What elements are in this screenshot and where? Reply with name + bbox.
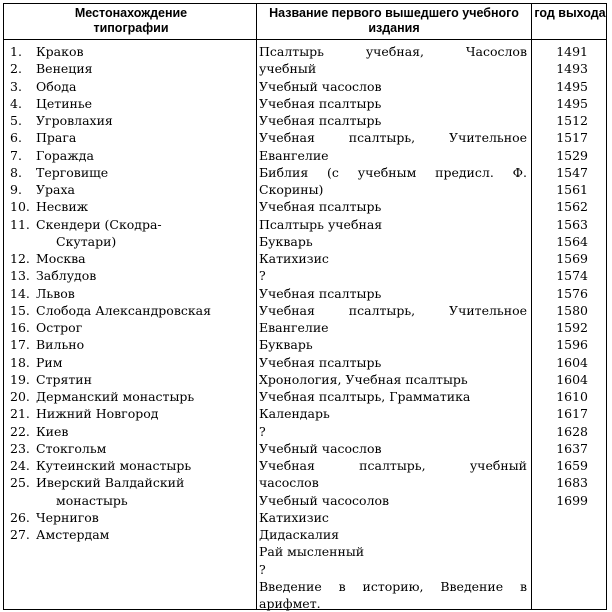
location-name: Несвиж xyxy=(36,199,89,215)
location-name: Скендери (Скодра- xyxy=(36,216,162,232)
title-line: Катихизис xyxy=(259,509,329,525)
year-cell: 1580 xyxy=(556,302,588,318)
location-name: Терговище xyxy=(36,164,109,180)
location-row xyxy=(10,388,254,405)
row-number: 13. xyxy=(10,268,30,284)
title-line: Учебная псалтырь, Учительное xyxy=(259,302,527,318)
location-row xyxy=(10,423,254,440)
year-cell: 1564 xyxy=(556,233,588,249)
row-number: 24. xyxy=(10,458,30,473)
location-name: Скутари) xyxy=(56,233,117,249)
location-name: Москва xyxy=(36,251,86,266)
location-row xyxy=(10,336,254,353)
location-name: Рим xyxy=(36,354,63,370)
location-row xyxy=(10,302,254,319)
title-line: Учебная псалтырь xyxy=(259,354,382,370)
location-row xyxy=(10,43,254,60)
location-name: Амстердам xyxy=(36,527,110,542)
location-row xyxy=(10,509,254,526)
row-number: 20. xyxy=(10,389,30,404)
header-title: Название первого вышедшего учебного издания xyxy=(269,6,519,35)
location-row xyxy=(10,371,254,388)
year-cell: 1610 xyxy=(556,389,588,404)
row-number: 8. xyxy=(10,164,22,180)
year-cell: 1604 xyxy=(556,371,588,387)
location-name: Венеция xyxy=(36,61,93,77)
year-cell: 1562 xyxy=(556,199,588,215)
year-cell: 1604 xyxy=(556,354,588,370)
location-row xyxy=(10,526,254,543)
location-row xyxy=(10,267,254,284)
year-cell: 1637 xyxy=(556,440,588,456)
title-line: Хронология, Учебная псалтырь xyxy=(259,371,468,387)
location-name: Чернигов xyxy=(36,509,99,525)
year-cell: 1576 xyxy=(556,285,588,301)
year-cell: 1699 xyxy=(556,492,588,508)
location-name: Цетинье xyxy=(36,95,93,111)
location-name: Стрятин xyxy=(36,371,92,387)
row-number: 7. xyxy=(10,147,22,163)
header-year: год выхода xyxy=(534,6,606,20)
title-line: Букварь xyxy=(259,233,313,249)
row-number: 4. xyxy=(10,95,22,111)
year-cell: 1512 xyxy=(556,113,588,128)
title-line: Введение в историю, Введение в xyxy=(259,578,527,594)
year-cell: 1561 xyxy=(556,182,588,197)
header-location: Местонахождение типографии xyxy=(74,6,188,35)
year-cell: 1617 xyxy=(556,406,588,422)
location-name: Прага xyxy=(36,130,77,146)
title-line: Учебная псалтырь, Грамматика xyxy=(259,389,471,404)
location-row xyxy=(10,129,254,146)
title-line: Учебный часослов xyxy=(259,440,382,456)
location-name: монастырь xyxy=(56,492,128,508)
year-cell: 1491 xyxy=(556,44,588,59)
year-column xyxy=(532,43,588,509)
title-line: Рай мысленный xyxy=(259,544,365,560)
header-divider xyxy=(4,39,606,40)
year-cell: 1628 xyxy=(556,423,588,439)
location-name: Слобода Александровская xyxy=(36,302,212,318)
title-line: Дидаскалия xyxy=(259,527,340,542)
location-row xyxy=(10,60,254,77)
title-line: Учебная псалтырь xyxy=(259,285,382,301)
title-column xyxy=(259,43,527,612)
row-number: 15. xyxy=(10,302,30,318)
location-row xyxy=(10,233,254,250)
location-row xyxy=(10,440,254,457)
row-number: 11. xyxy=(10,216,30,232)
row-number: 9. xyxy=(10,182,22,197)
row-number: 21. xyxy=(10,406,30,422)
year-cell: 1574 xyxy=(556,268,588,284)
year-cell: 1592 xyxy=(556,320,588,335)
location-row xyxy=(10,216,254,233)
year-cell: 1563 xyxy=(556,216,588,232)
location-name: Стокгольм xyxy=(36,440,107,456)
location-name: Краков xyxy=(36,44,84,59)
title-line: Учебный часослов xyxy=(259,78,382,94)
location-name: Львов xyxy=(36,285,75,301)
title-line: учебный xyxy=(259,61,317,77)
location-row xyxy=(10,181,254,198)
row-number: 18. xyxy=(10,354,30,370)
location-name: Вильно xyxy=(36,337,85,353)
location-name: Угровлахия xyxy=(36,113,113,128)
location-row xyxy=(10,112,254,129)
title-line: арифмет. xyxy=(259,596,321,611)
column-divider xyxy=(256,4,257,609)
title-line: Евангелие xyxy=(259,320,329,335)
title-line: часослов xyxy=(259,475,319,491)
title-line: Евангелие xyxy=(259,147,329,163)
row-number: 6. xyxy=(10,130,22,146)
title-line: Букварь xyxy=(259,337,313,353)
row-number: 5. xyxy=(10,113,22,128)
row-number: 27. xyxy=(10,527,30,542)
title-line: Псалтырь учебная xyxy=(259,216,383,232)
location-name: Дерманский монастырь xyxy=(36,389,195,404)
year-cell: 1493 xyxy=(556,61,588,77)
year-cell: 1596 xyxy=(556,337,588,353)
location-row xyxy=(10,319,254,336)
location-name: Обода xyxy=(36,78,77,94)
title-line: Библия (с учебным предисл. Ф. xyxy=(259,164,527,180)
row-number: 14. xyxy=(10,285,30,301)
location-row xyxy=(10,198,254,215)
row-number: 26. xyxy=(10,509,30,525)
title-line: ? xyxy=(259,423,266,439)
location-column xyxy=(10,43,254,543)
location-row xyxy=(10,457,254,474)
row-number: 23. xyxy=(10,440,30,456)
location-name: Кутеинский монастырь xyxy=(36,458,192,473)
row-number: 1. xyxy=(10,44,22,59)
location-name: Ураха xyxy=(36,182,75,197)
title-line: Катихизис xyxy=(259,251,329,266)
location-row xyxy=(10,285,254,302)
location-row xyxy=(10,354,254,371)
title-line: Псалтырь учебная, Часослов xyxy=(259,44,527,59)
row-number: 17. xyxy=(10,337,30,353)
year-cell: 1547 xyxy=(556,164,588,180)
title-line: Скорины) xyxy=(259,182,324,197)
year-cell: 1495 xyxy=(556,78,588,94)
row-number: 25. xyxy=(10,475,30,491)
title-line: Календарь xyxy=(259,406,330,422)
location-name: Иверский Валдайский xyxy=(36,475,185,491)
title-line: ? xyxy=(259,561,266,577)
year-cell: 1659 xyxy=(556,458,588,473)
row-number: 10. xyxy=(10,199,30,215)
row-number: 12. xyxy=(10,251,30,266)
location-row xyxy=(10,164,254,181)
title-line: Учебная псалтырь xyxy=(259,199,382,215)
row-number: 22. xyxy=(10,423,30,439)
location-row xyxy=(10,405,254,422)
title-line: Учебный часосолов xyxy=(259,492,390,508)
location-row xyxy=(10,474,254,491)
year-cell: 1683 xyxy=(556,475,588,491)
location-name: Нижний Новгород xyxy=(36,406,159,422)
location-name: Горажда xyxy=(36,147,94,163)
year-cell: 1529 xyxy=(556,147,588,163)
row-number: 2. xyxy=(10,61,22,77)
title-line: Учебная псалтырь xyxy=(259,95,382,111)
year-cell: 1569 xyxy=(556,251,588,266)
row-number: 19. xyxy=(10,371,30,387)
title-line: ? xyxy=(259,268,266,284)
year-cell: 1495 xyxy=(556,95,588,111)
title-line: Учебная псалтырь xyxy=(259,113,382,128)
typography-table xyxy=(3,3,607,610)
row-number: 16. xyxy=(10,320,30,335)
location-name: Острог xyxy=(36,320,83,335)
location-row xyxy=(10,250,254,267)
title-line: Учебная псалтырь, Учительное xyxy=(259,130,527,146)
location-name: Киев xyxy=(36,423,69,439)
location-row xyxy=(10,78,254,95)
location-row xyxy=(10,95,254,112)
title-line: Учебная псалтырь, учебный xyxy=(259,458,527,473)
location-name: Заблудов xyxy=(36,268,97,284)
year-cell: 1517 xyxy=(556,130,588,146)
location-row xyxy=(10,492,254,509)
location-row xyxy=(10,147,254,164)
row-number: 3. xyxy=(10,78,22,94)
